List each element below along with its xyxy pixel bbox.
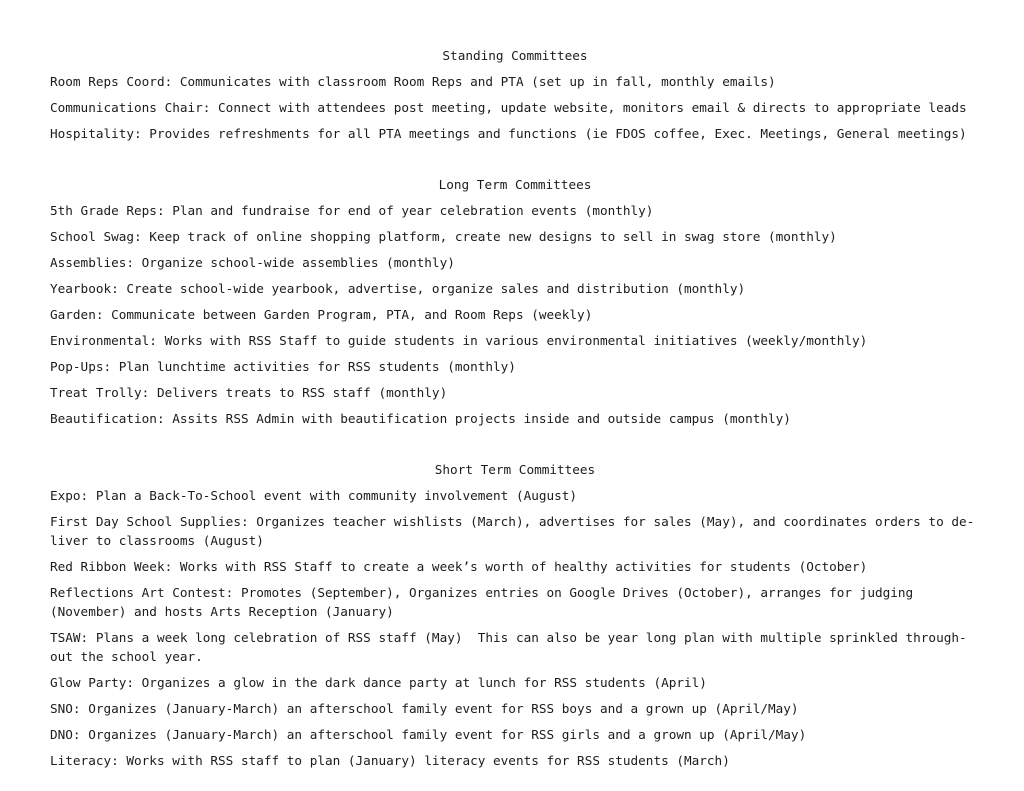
committee-item	[50, 253, 1014, 272]
committee-item	[50, 557, 1014, 576]
committee-line: School Swag: Keep track of online shopping platform, create new designs to sell in swag store (monthly)	[50, 229, 837, 244]
committee-line: TSAW: Plans a week long celebration of RSS staff (May) This can also be year long plan with multiple sprinkled through-	[50, 630, 967, 645]
committee-line: Yearbook: Create school-wide yearbook, advertise, organize sales and distribution (monthly)	[50, 281, 746, 296]
committee-item	[50, 72, 1014, 91]
committee-line: 5th Grade Reps: Plan and fundraise for end of year celebration events (monthly)	[50, 203, 654, 218]
committee-line: out the school year.	[50, 649, 203, 664]
committee-item	[50, 699, 1014, 718]
committee-item	[50, 201, 1014, 220]
committee-line: Room Reps Coord: Communicates with classroom Room Reps and PTA (set up in fall, monthly emails)	[50, 74, 776, 89]
committee-line: Pop-Ups: Plan lunchtime activities for RSS students (monthly)	[50, 359, 516, 374]
committee-item	[50, 751, 1014, 770]
committee-line: First Day School Supplies: Organizes teacher wishlists (March), advertises for sales (May), and coordinates orders to de-	[50, 514, 975, 529]
committee-item	[50, 331, 1014, 350]
committee-item	[50, 409, 1014, 428]
section-long-term-committees	[50, 175, 1014, 428]
section-title: Long Term Committees	[438, 177, 592, 192]
committee-line: Reflections Art Contest: Promotes (September), Organizes entries on Google Drives (October), arranges for judging	[50, 585, 914, 600]
committee-line: Treat Trolly: Delivers treats to RSS staff (monthly)	[50, 385, 448, 400]
committee-line: Hospitality: Provides refreshments for all PTA meetings and functions (ie FDOS coffee, Exec. Meetings, General meetings)	[50, 126, 967, 141]
committee-line: Red Ribbon Week: Works with RSS Staff to create a week’s worth of healthy activities for students (October)	[50, 559, 868, 574]
committee-line: Beautification: Assits RSS Admin with beautification projects inside and outside campus (monthly)	[50, 411, 791, 426]
committee-line: Environmental: Works with RSS Staff to guide students in various environmental initiatives (weekly/monthly)	[50, 333, 868, 348]
committee-item	[50, 279, 1014, 298]
committee-line: Assemblies: Organize school-wide assemblies (monthly)	[50, 255, 455, 270]
committee-item	[50, 512, 1014, 550]
committee-item	[50, 628, 1014, 666]
committee-item	[50, 725, 1014, 744]
committee-item	[50, 673, 1014, 692]
committee-line: Garden: Communicate between Garden Program, PTA, and Room Reps (weekly)	[50, 307, 593, 322]
committee-item	[50, 305, 1014, 324]
committee-line: Expo: Plan a Back-To-School event with community involvement (August)	[50, 488, 578, 503]
committee-line: liver to classrooms (August)	[50, 533, 264, 548]
committee-line: Communications Chair: Connect with attendees post meeting, update website, monitors email & directs to appropriate leads	[50, 100, 967, 115]
committee-line: (November) and hosts Arts Reception (January)	[50, 604, 394, 619]
committee-item	[50, 124, 1014, 143]
committee-line: DNO: Organizes (January-March) an afterschool family event for RSS girls and a grown up (April/May)	[50, 727, 807, 742]
committee-line: Literacy: Works with RSS staff to plan (January) literacy events for RSS students (March)	[50, 753, 730, 768]
section-short-term-committees	[50, 460, 1014, 770]
section-standing-committees	[50, 46, 1014, 143]
committee-line: SNO: Organizes (January-March) an afterschool family event for RSS boys and a grown up (April/May)	[50, 701, 799, 716]
committee-item	[50, 486, 1014, 505]
committee-item	[50, 357, 1014, 376]
committee-item	[50, 98, 1014, 117]
committee-item	[50, 383, 1014, 402]
committee-item	[50, 227, 1014, 246]
committee-line: Glow Party: Organizes a glow in the dark dance party at lunch for RSS students (April)	[50, 675, 707, 690]
section-title: Short Term Committees	[434, 462, 596, 477]
section-title: Standing Committees	[442, 48, 588, 63]
committee-item	[50, 583, 1014, 621]
